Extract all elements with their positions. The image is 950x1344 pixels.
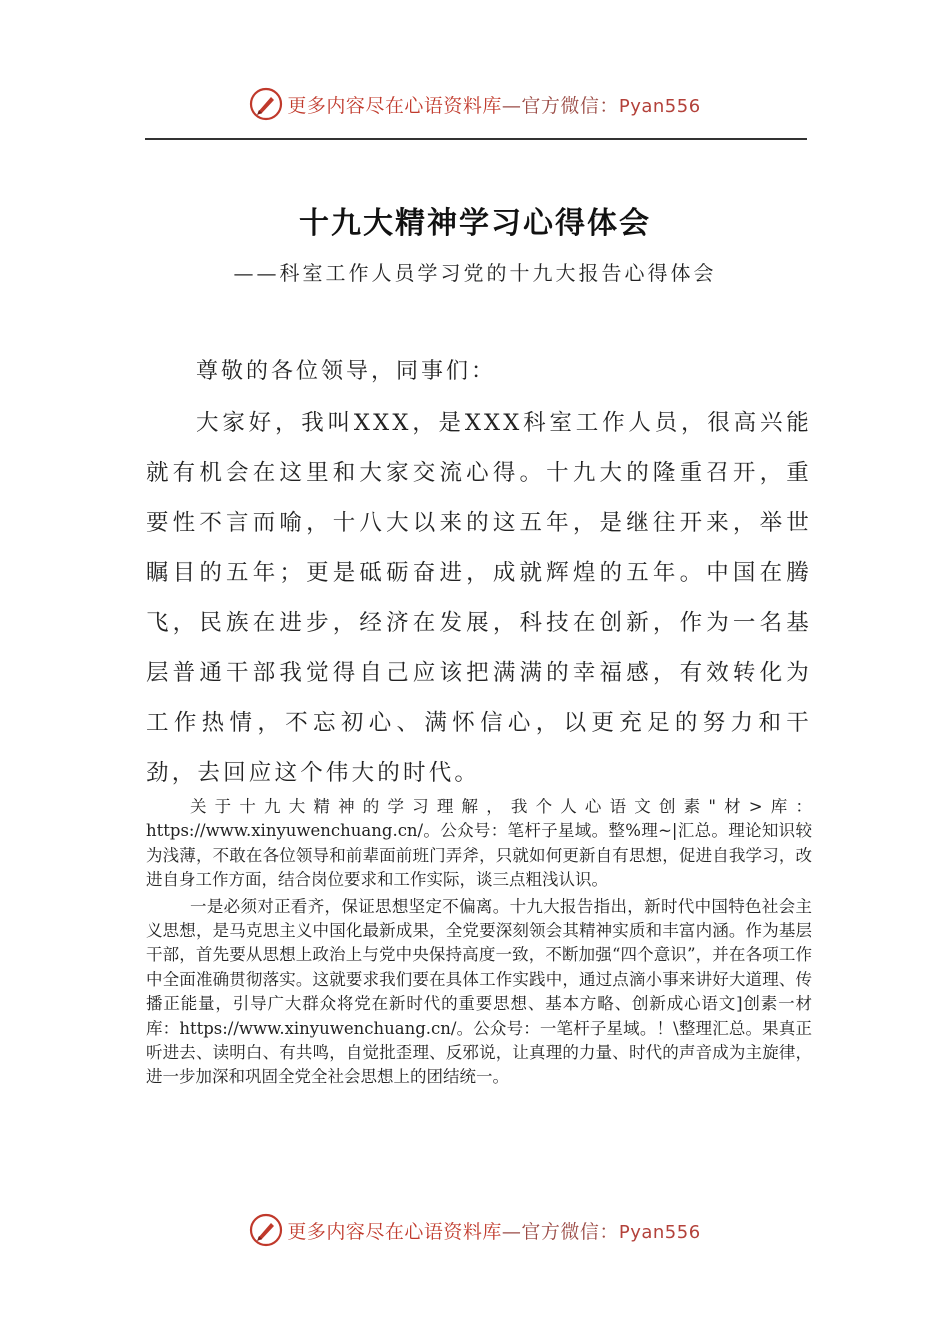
footer-rest: —官方微信： [501, 1220, 619, 1243]
pen-logo-icon [249, 1213, 283, 1247]
footer-banner-text [287, 1217, 700, 1244]
header-brand: 更多内容尽在心语资料库 [287, 94, 502, 117]
footer-banner [0, 1208, 950, 1252]
header-banner-text [287, 91, 700, 118]
body-paragraph-1: 关于十九大精神的学习理解，我个人心语文创素"材>库：https://www.xinyuwenchuang.cn/。公众号：笔杆子星域。整%理~|汇总。理论知识较为浅薄，不敢在各位领导和前辈面前班门弄斧，只就如何更新自有思想，促进自我学习，改进自身工作方面，结合岗位要求和工作实际，谈三点粗浅认识。 [146, 797, 812, 890]
body-paragraph-2: 一是必须对正看齐，保证思想坚定不偏离。十九大报告指出，新时代中国特色社会主义思想，是马克思主义中国化最新成果，全党要深刻领会其精神实质和丰富内涵。作为基层干部，首先要从思想上政治上与党中央保持高度一致，不断加强“四个意识”，并在各项工作中全面准确贯彻落实。这就要求我们要在具体工作实践中，通过点滴小事来讲好大道理、传播正能量，引导广大群众将党在新时代的重要思想、基本方略、创新成心语文]创素一材库：https://www.xinyuwenchuang.cn/。公众号：一笔杆子星域。！\整理汇总。果真正听进去、读明白、有共鸣，自觉批歪理、反邪说，让真理的力量、时代的声音成为主旋律，进一步加深和巩固全党全社会思想上的团结统一。 [146, 896, 812, 1087]
footer-wechat-id: Pyan556 [618, 1221, 701, 1243]
header-banner [0, 82, 950, 126]
header-rest: —官方微信： [501, 94, 619, 117]
document-title: 十九大精神学习心得体会 [299, 206, 651, 241]
header-wechat-id: Pyan556 [618, 95, 701, 117]
salutation: 尊敬的各位领导，同事们： [196, 359, 497, 384]
body-section [146, 795, 812, 1090]
document-subtitle: ——科室工作人员学习党的十九大报告心得体会 [233, 261, 717, 285]
footer-brand: 更多内容尽在心语资料库 [287, 1220, 502, 1243]
pen-logo-icon [249, 87, 283, 121]
intro-paragraph: 大家好，我叫XXX，是XXX科室工作人员，很高兴能就有机会在这里和大家交流心得。十九大的隆重召开，重要性不言而喻，十八大以来的这五年，是继往开来，举世瞩目的五年；更是砥砺奋进，成就辉煌的五年。中国在腾飞，民族在进步，经济在发展，科技在创新，作为一名基层普通干部我觉得自己应该把满满的幸福感，有效转化为工作热情，不忘初心、满怀信心，以更充足的努力和干劲，去回应这个伟大的时代。 [146, 410, 812, 786]
header-divider [145, 138, 807, 140]
